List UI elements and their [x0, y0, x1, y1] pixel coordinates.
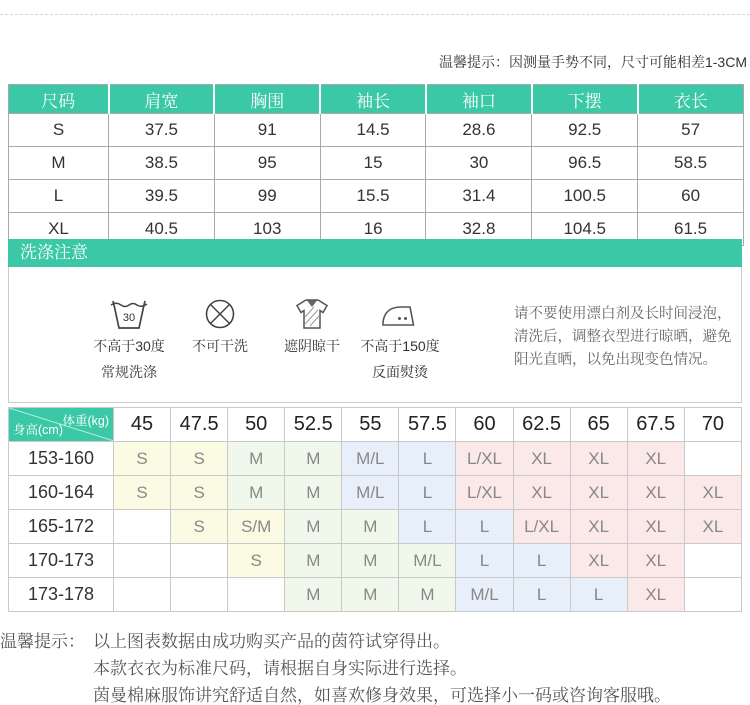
- size-table-cell: L: [9, 180, 109, 213]
- fit-table-size-cell: [114, 544, 171, 578]
- fit-table-size-cell: S: [228, 544, 285, 578]
- fit-table-size-cell: L: [456, 510, 513, 544]
- fit-table-size-cell: XL: [627, 476, 684, 510]
- wash-30-icon: [109, 297, 149, 331]
- wash-note-line: 清洗后，调整衣型进行晾晒，避免: [514, 329, 732, 345]
- size-table-cell: 31.4: [426, 180, 532, 213]
- size-table-cell: M: [9, 147, 109, 180]
- fit-table-row: [9, 442, 742, 476]
- size-table-header-cell: 肩宽: [109, 85, 215, 114]
- fit-table-weight-header: 57.5: [399, 408, 456, 442]
- size-table-cell: 100.5: [532, 180, 638, 213]
- fit-table-size-cell: S: [171, 510, 228, 544]
- fit-table-size-cell: L: [399, 476, 456, 510]
- fit-table-size-cell: M: [285, 510, 342, 544]
- fit-recommendation-table: [8, 407, 742, 612]
- fit-table-size-cell: [684, 442, 741, 476]
- fit-table-size-cell: S: [171, 476, 228, 510]
- size-table-cell: 32.8: [426, 213, 532, 246]
- fit-table-size-cell: M/L: [399, 544, 456, 578]
- fit-table-size-cell: L/XL: [456, 476, 513, 510]
- size-table-cell: 14.5: [320, 114, 426, 147]
- fit-table-size-cell: L: [399, 442, 456, 476]
- measure-tolerance-tip: 温馨提示：因测量手势不同，尺寸可能相差1-3CM: [438, 54, 747, 70]
- size-table-cell: 16: [320, 213, 426, 246]
- bottom-tips: [0, 628, 671, 705]
- size-table-cell: 104.5: [532, 213, 638, 246]
- fit-table-row: [9, 578, 742, 612]
- fit-table-weight-header: 62.5: [513, 408, 570, 442]
- fit-table-size-cell: S: [114, 476, 171, 510]
- size-table-cell: S: [9, 114, 109, 147]
- fit-table-size-cell: S: [171, 442, 228, 476]
- fit-table-size-cell: XL: [627, 510, 684, 544]
- fit-table-size-cell: XL: [570, 476, 627, 510]
- fit-table-size-cell: XL: [684, 476, 741, 510]
- size-table-row: [9, 180, 744, 213]
- fit-table-size-cell: M: [342, 578, 399, 612]
- bottom-tip-line-3: 茵曼棉麻服饰讲究舒适自然，如喜欢修身效果，可选择小一码或咨询客服哦。: [93, 686, 671, 705]
- size-table-cell: 15.5: [320, 180, 426, 213]
- size-table-cell: 103: [214, 213, 320, 246]
- fit-table-size-cell: S/M: [228, 510, 285, 544]
- fit-table-size-cell: XL: [513, 442, 570, 476]
- svg-text:30: 30: [122, 312, 136, 324]
- fit-table-size-cell: XL: [570, 544, 627, 578]
- bottom-tip-text: 以上图表数据由成功购买产品的茵符试穿得出。: [93, 632, 450, 651]
- wash-note-line: 请不要使用漂白剂及长时间浸泡，: [514, 306, 732, 322]
- fit-table-weight-header: 45: [114, 408, 171, 442]
- size-table-cell: 30: [426, 147, 532, 180]
- fit-table-size-cell: M/L: [342, 476, 399, 510]
- fit-table-size-cell: XL: [570, 442, 627, 476]
- fit-table-size-cell: L: [570, 578, 627, 612]
- no-dry-clean-icon: [200, 297, 240, 331]
- fit-table-size-cell: L/XL: [456, 442, 513, 476]
- size-table-header-cell: 尺码: [9, 85, 109, 114]
- fit-table-corner-cell: [9, 408, 114, 442]
- size-table-cell: 39.5: [109, 180, 215, 213]
- size-table-header-row: [9, 85, 744, 114]
- size-table-header-cell: 胸围: [214, 85, 320, 114]
- fit-table-size-cell: [228, 578, 285, 612]
- fit-table-size-cell: L: [399, 510, 456, 544]
- size-table-cell: 57: [638, 114, 744, 147]
- dashed-divider: [0, 14, 750, 15]
- wash-item-label: 不可干洗: [192, 338, 248, 354]
- wash-item-iron: [347, 297, 453, 383]
- fit-table-size-cell: M: [399, 578, 456, 612]
- size-table-cell: 58.5: [638, 147, 744, 180]
- fit-table-size-cell: [114, 578, 171, 612]
- size-table-cell: 38.5: [109, 147, 215, 180]
- wash-item-shade-dry: [267, 297, 357, 362]
- wash-item-label: 反面熨烫: [372, 364, 428, 380]
- fit-table-weight-header: 67.5: [627, 408, 684, 442]
- fit-table-size-cell: M: [342, 544, 399, 578]
- fit-table-size-cell: XL: [513, 476, 570, 510]
- fit-table-weight-header: 47.5: [171, 408, 228, 442]
- size-table-header-cell: 袖长: [320, 85, 426, 114]
- size-table-cell: 15: [320, 147, 426, 180]
- fit-table-size-cell: L/XL: [513, 510, 570, 544]
- wash-item-30deg: [81, 297, 177, 383]
- size-table-header-cell: 下摆: [532, 85, 638, 114]
- fit-table-height-cell: 160-164: [9, 476, 114, 510]
- fit-table-weight-header: 70: [684, 408, 741, 442]
- fit-table-weight-header: 65: [570, 408, 627, 442]
- fit-table-size-cell: [684, 544, 741, 578]
- fit-table-size-cell: XL: [627, 578, 684, 612]
- wash-section-header: 洗涤注意: [8, 239, 742, 267]
- wash-item-label: 常规洗涤: [101, 364, 157, 380]
- iron-150-icon: [380, 297, 420, 331]
- size-table-cell: 96.5: [532, 147, 638, 180]
- size-table-cell: 92.5: [532, 114, 638, 147]
- size-table-header-cell: 衣长: [638, 85, 744, 114]
- fit-table-size-cell: L: [513, 578, 570, 612]
- wash-note-line: 阳光直晒，以免出现变色情况。: [514, 352, 717, 368]
- fit-table-header-row: [9, 408, 742, 442]
- size-table-cell: 99: [214, 180, 320, 213]
- corner-weight-label: 体重(kg): [62, 414, 109, 428]
- fit-table-size-cell: [684, 578, 741, 612]
- size-table-cell: 28.6: [426, 114, 532, 147]
- fit-table-size-cell: M/L: [456, 578, 513, 612]
- fit-table-weight-header: 52.5: [285, 408, 342, 442]
- fit-table-row: [9, 510, 742, 544]
- fit-table-size-cell: XL: [627, 442, 684, 476]
- wash-item-label: 不高于30度: [93, 338, 165, 354]
- fit-table-size-cell: M: [342, 510, 399, 544]
- fit-table-size-cell: [114, 510, 171, 544]
- size-table-cell: 91: [214, 114, 320, 147]
- size-table-header-cell: 袖口: [426, 85, 532, 114]
- size-table-cell: 60: [638, 180, 744, 213]
- fit-table-height-cell: 173-178: [9, 578, 114, 612]
- wash-item-label: 遮阴晾干: [284, 338, 340, 354]
- fit-table-row: [9, 544, 742, 578]
- fit-table-size-cell: XL: [684, 510, 741, 544]
- fit-table-height-cell: 153-160: [9, 442, 114, 476]
- wash-item-no-dry-clean: [179, 297, 261, 362]
- bottom-tip-line-2: 本款衣衣为标准尺码，请根据自身实际进行选择。: [93, 659, 467, 678]
- size-table-cell: 37.5: [109, 114, 215, 147]
- fit-table-height-cell: 165-172: [9, 510, 114, 544]
- size-table-cell: 61.5: [638, 213, 744, 246]
- size-table-row: [9, 147, 744, 180]
- fit-table-weight-header: 55: [342, 408, 399, 442]
- wash-note-text: [514, 303, 744, 372]
- size-table-cell: 40.5: [109, 213, 215, 246]
- fit-table-size-cell: L: [456, 544, 513, 578]
- bottom-tip-line-1: [0, 628, 671, 655]
- fit-table-size-cell: M: [285, 476, 342, 510]
- fit-table-size-cell: XL: [570, 510, 627, 544]
- fit-table-size-cell: L: [513, 544, 570, 578]
- fit-table-size-cell: S: [114, 442, 171, 476]
- fit-table-size-cell: [171, 544, 228, 578]
- corner-height-label: 身高(cm): [13, 423, 63, 437]
- fit-table-height-cell: 170-173: [9, 544, 114, 578]
- size-table-row: [9, 114, 744, 147]
- wash-section-body: [8, 267, 742, 403]
- fit-table-size-cell: M: [285, 578, 342, 612]
- fit-table-size-cell: M: [285, 442, 342, 476]
- size-table: [8, 84, 744, 246]
- fit-table-size-cell: M: [228, 476, 285, 510]
- fit-table-size-cell: [171, 578, 228, 612]
- fit-table-size-cell: M: [228, 442, 285, 476]
- fit-table-size-cell: M/L: [342, 442, 399, 476]
- fit-table-size-cell: XL: [627, 544, 684, 578]
- fit-table-row: [9, 476, 742, 510]
- size-table-cell: 95: [214, 147, 320, 180]
- size-table-cell: XL: [9, 213, 109, 246]
- fit-table-weight-header: 60: [456, 408, 513, 442]
- wash-item-label: 不高于150度: [360, 338, 440, 354]
- fit-table-size-cell: M: [285, 544, 342, 578]
- bottom-tip-prefix: 温馨提示：: [0, 632, 85, 651]
- fit-table-weight-header: 50: [228, 408, 285, 442]
- shade-dry-icon: [292, 297, 332, 331]
